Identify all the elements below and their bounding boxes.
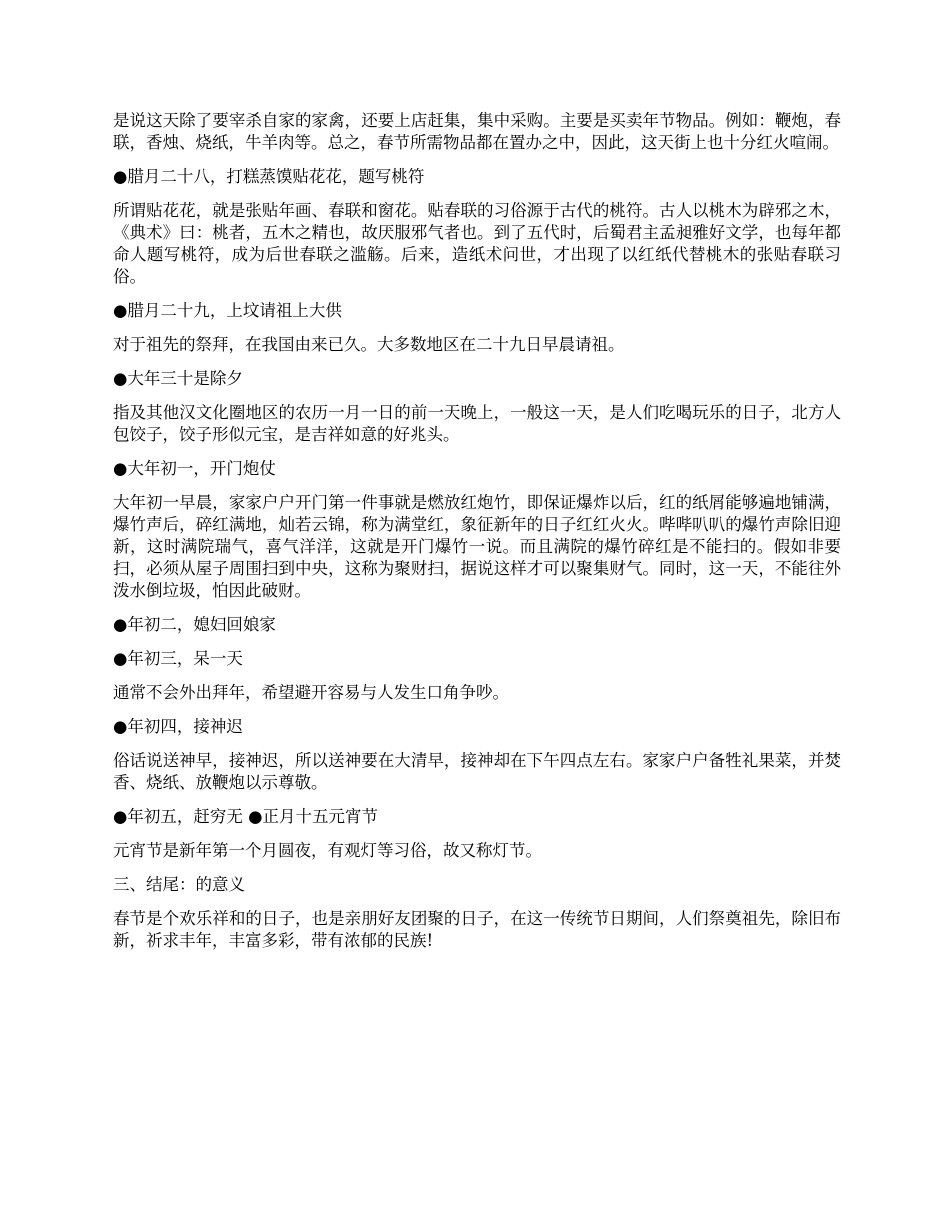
paragraph-new-years-eve: 指及其他汉文化圈地区的农历一月一日的前一天晚上，一般这一天，是人们吃喝玩乐的日子，北方人包饺子，饺子形似元宝，是吉祥如意的好兆头。 (113, 403, 841, 444)
paragraph-day-28: 所谓贴花花，就是张贴年画、春联和窗花。贴春联的习俗源于古代的桃符。古人以桃木为辟邪之木，《典术》曰：桃者，五木之精也，故厌服邪气者也。到了五代时，后蜀君主孟昶雅好文学，也每年都命人题写桃符，成为后世春联之滥觞。后来，造纸术问世，才出现了以红纸代替桃木的张贴春联习俗。 (113, 201, 841, 286)
heading-day-29: ●腊月二十九，上坟请祖上大供 (113, 301, 342, 320)
paragraph-third-day: 通常不会外出拜年，希望避开容易与人发生口角争吵。 (113, 683, 509, 702)
heading-fourth-day: ●年初四，接神迟 (113, 717, 243, 736)
paragraph-conclusion: 春节是个欢乐祥和的日子，也是亲朋好友团聚的日子，在这一传统节日期间，人们祭奠祖先，除旧布新，祈求丰年，丰富多彩，带有浓郁的民族! (113, 909, 841, 950)
heading-third-day: ●年初三，呆一天 (113, 649, 243, 668)
paragraph-first-day: 大年初一早晨，家家户户开门第一件事就是燃放红炮竹，即保证爆炸以后，红的纸屑能够遍地铺满，爆竹声后，碎红满地，灿若云锦，称为满堂红，象征新年的日子红红火火。哔哔叭叭的爆竹声除旧迎新，这时满院瑞气，喜气洋洋，这就是开门爆竹一说。而且满院的爆竹碎红是不能扫的。假如非要扫，必须从屋子周围扫到中央，这称为聚财扫，据说这样才可以聚集财气。同时，这一天，不能往外泼水倒垃圾，怕因此破财。 (113, 493, 841, 600)
document-page (113, 110, 841, 964)
heading-second-day: ●年初二，媳妇回娘家 (113, 615, 276, 634)
heading-day-28: ●腊月二十八，打糕蒸馍贴花花，题写桃符 (113, 167, 425, 186)
paragraph-day-29: 对于祖先的祭拜，在我国由来已久。大多数地区在二十九日早晨请祖。 (113, 335, 625, 354)
paragraph-fourth-day: 俗话说送神早，接神迟，所以送神要在大清早，接神却在下午四点左右。家家户户备牲礼果菜，并焚香、烧纸、放鞭炮以示尊敬。 (113, 751, 841, 792)
paragraph-lantern-festival: 元宵节是新年第一个月圆夜，有观灯等习俗，故又称灯节。 (113, 841, 542, 860)
heading-new-years-eve: ●大年三十是除夕 (113, 369, 243, 388)
heading-conclusion: 三、结尾：的意义 (113, 875, 245, 894)
paragraph-preparation: 是说这天除了要宰杀自家的家禽，还要上店赶集，集中采购。主要是买卖年节物品。例如：鞭炮，春联，香烛、烧纸，牛羊肉等。总之，春节所需物品都在置办之中，因此，这天街上也十分红火喧闹。 (113, 111, 841, 152)
heading-first-day: ●大年初一，开门炮仗 (113, 459, 276, 478)
heading-fifth-day-lantern: ●年初五，赶穷无 ●正月十五元宵节 (113, 807, 379, 826)
